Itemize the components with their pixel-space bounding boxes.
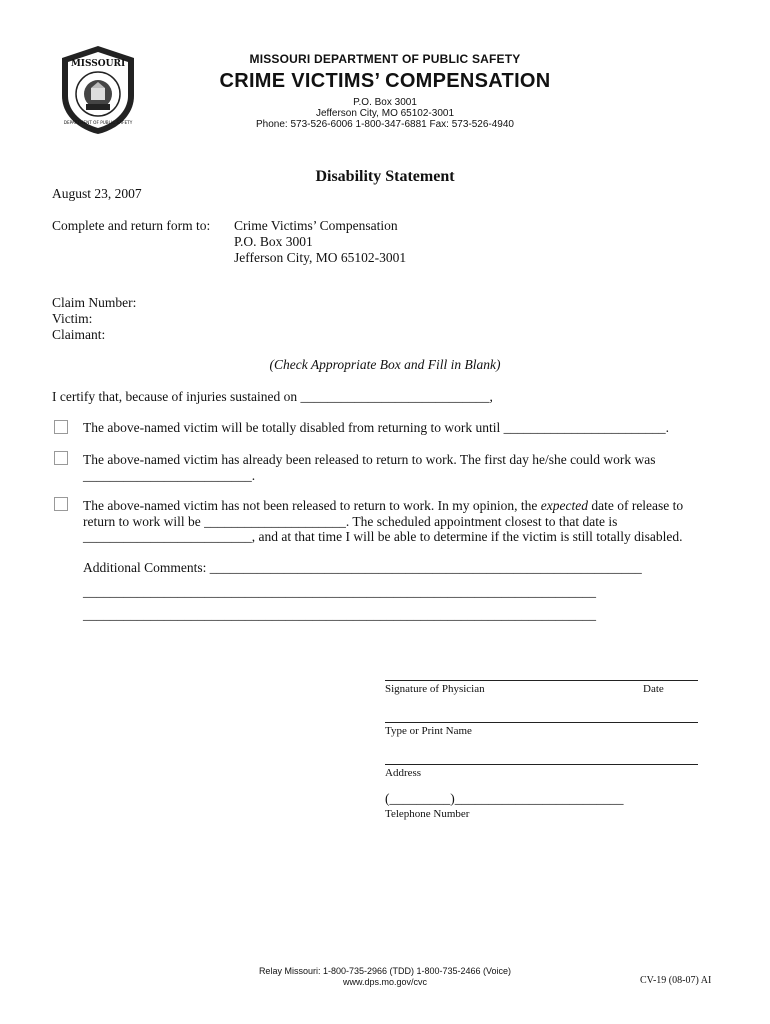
website: www.dps.mo.gov/cvc: [342, 977, 428, 987]
print-name-line[interactable]: [385, 722, 698, 723]
date-label: Date: [643, 683, 664, 695]
claimant-label: Claimant:: [52, 327, 106, 342]
comments-line[interactable]: ____________________________________________________________________________: [83, 584, 596, 599]
return-label: Complete and return form to:: [52, 218, 211, 233]
comments-line[interactable]: ____________________________________________________________________________: [83, 607, 596, 622]
option-not-released-text: The above-named victim has not been released to return to work. In my opinion, the expected date of release to: [83, 498, 684, 513]
instructions: (Check Appropriate Box and Fill in Blank): [269, 357, 501, 372]
header-city: Jefferson City, MO 65102-3001: [315, 108, 455, 119]
option-released-text: The above-named victim has already been released to return to work. The first day he/she could work was: [83, 452, 656, 467]
address-label: Address: [385, 767, 422, 779]
document-date: August 23, 2007: [52, 186, 142, 201]
option-totally-disabled-text: The above-named victim will be totally disabled from returning to work until ________________________.: [83, 420, 670, 435]
missouri-dps-seal-logo: [58, 44, 138, 136]
relay-missouri: Relay Missouri: 1-800-735-2966 (TDD) 1-800-735-2466 (Voice): [258, 966, 512, 976]
return-address-line: Crime Victims’ Compensation: [234, 218, 398, 233]
option-released-blank[interactable]: _________________________.: [83, 468, 256, 483]
signature-label: Signature of Physician: [385, 683, 485, 695]
option-not-released-text: _________________________, and at that time I will be able to determine if the victim is still totally disabled.: [83, 529, 683, 544]
form-number: CV-19 (08-07) AI: [640, 975, 712, 986]
option-totally-disabled-checkbox[interactable]: [54, 420, 68, 434]
signature-line[interactable]: [385, 680, 698, 681]
telephone-field[interactable]: (_________)_________________________: [385, 791, 624, 806]
agency-title: CRIME VICTIMS’ COMPENSATION: [219, 70, 551, 92]
option-not-released-text: return to work will be _____________________. The scheduled appointment closest to that date is: [83, 514, 618, 529]
return-address-line: P.O. Box 3001: [234, 234, 313, 249]
print-name-label: Type or Print Name: [385, 725, 472, 737]
seal-ring-text: DEPARTMENT OF PUBLIC SAFETY: [63, 120, 133, 125]
certify-statement: I certify that, because of injuries sustained on ____________________________,: [52, 389, 493, 404]
document-title: Disability Statement: [315, 168, 455, 185]
return-address-line: Jefferson City, MO 65102-3001: [234, 250, 407, 265]
header-phone: Phone: 573-526-6006 1-800-347-6881 Fax: 573-526-4940: [256, 119, 514, 130]
header-po-box: P.O. Box 3001: [353, 97, 417, 108]
department-name: MISSOURI DEPARTMENT OF PUBLIC SAFETY: [249, 52, 521, 66]
address-line[interactable]: [385, 764, 698, 765]
option-not-released-checkbox[interactable]: [54, 497, 68, 511]
telephone-label: Telephone Number: [385, 808, 470, 820]
option-released-checkbox[interactable]: [54, 451, 68, 465]
victim-label: Victim:: [52, 311, 93, 326]
expected-emphasis: expected: [540, 498, 588, 513]
seal-top-text: MISSOURI: [70, 59, 126, 69]
claim-number-label: Claim Number:: [52, 295, 137, 310]
additional-comments-field[interactable]: Additional Comments: ________________________________________________________________: [83, 560, 642, 575]
